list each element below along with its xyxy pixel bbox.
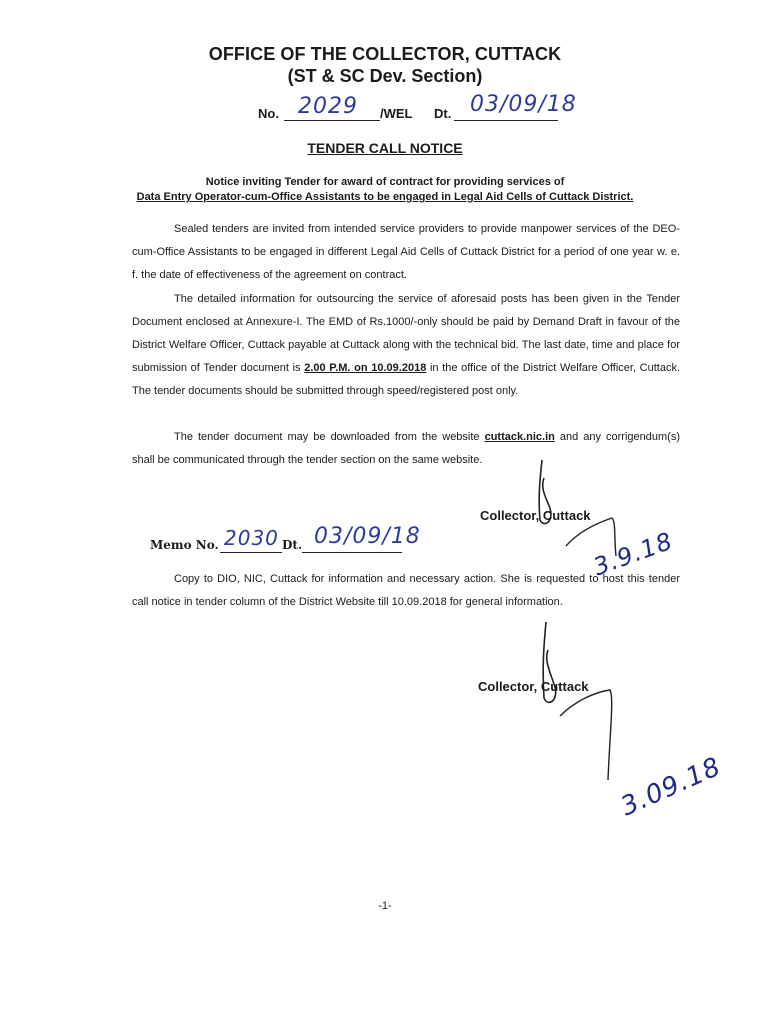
memo-no-underline (220, 552, 282, 553)
ref-dt-underline (454, 120, 558, 121)
signature-2-scribble (520, 620, 640, 790)
memo-dt-handwritten: 03/09/18 (314, 524, 421, 549)
memo-label: Memo No. (150, 538, 219, 552)
ref-dt-label: Dt. (434, 106, 452, 121)
paragraph-2-text-b: in the office of the District Welfare Officer, Cuttack. The tender documents should be submitted through speed/registered post only. (132, 362, 681, 397)
ref-no-handwritten: 2029 (298, 94, 358, 119)
office-title: OFFICE OF THE COLLECTOR, CUTTACK (208, 44, 562, 64)
paragraph-1-text: Sealed tenders are invited from intended service providers to provide manpower services of the DEO-cum-Office Assistants to be engaged in different Legal Aid Cells of Cuttack District for a period of one year w. e. f. the date of effectiveness of the agreement on contract. (132, 223, 680, 281)
submission-deadline: 2.00 P.M. on 10.09.2018 (304, 362, 427, 374)
section-title: (ST & SC Dev. Section) (287, 66, 483, 86)
handwritten-date-2: 3.09.18 (616, 751, 726, 823)
paragraph-3-text-a: The tender document may be downloaded from the website (174, 431, 485, 443)
paragraph-3-text-b: and any corrigendum(s) shall be communicated through the tender section on the same website. (132, 431, 680, 466)
handwritten-date-1: 3.9.18 (589, 526, 677, 582)
reference-line (258, 92, 588, 124)
paragraph-2 (132, 288, 680, 403)
paragraph-2-text-a: The detailed information for outsourcing the service of aforesaid posts has been given in the Tender Document enclosed at Annexure-I. The EMD of Rs.1000/-only should be paid by Demand Draft in favour of the District Welfare Officer, Cuttack payable at Cuttack along with the technical bid. The last date, time and place for submission of Tender document is (132, 293, 680, 374)
notice-line-2: Data Entry Operator-cum-Office Assistants to be engaged in Legal Aid Cells of Cuttack District. (136, 191, 634, 203)
notice-line-1: Notice inviting Tender for award of contract for providing services of (205, 176, 565, 188)
subject-heading: TENDER CALL NOTICE (307, 140, 463, 156)
signature-2-label: Collector, Cuttack (478, 679, 589, 694)
copy-paragraph (132, 568, 680, 614)
memo-line (150, 524, 430, 556)
page-number: -1- (378, 900, 392, 912)
ref-dt-handwritten: 03/09/18 (470, 92, 577, 117)
ref-wel-label: /WEL (380, 106, 413, 121)
paragraph-1 (132, 218, 680, 287)
website-link[interactable]: cuttack.nic.in (484, 431, 555, 443)
ref-no-underline (284, 120, 380, 121)
memo-dt-label: Dt. (282, 538, 303, 552)
memo-no-handwritten: 2030 (224, 526, 279, 550)
signature-1-label: Collector, Cuttack (480, 508, 591, 523)
ref-no-label: No. (258, 106, 279, 121)
memo-dt-underline (302, 552, 402, 553)
copy-paragraph-text: Copy to DIO, NIC, Cuttack for information and necessary action. She is requested to host this tender call notice in tender column of the District Website till 10.09.2018 for general information. (132, 573, 680, 608)
